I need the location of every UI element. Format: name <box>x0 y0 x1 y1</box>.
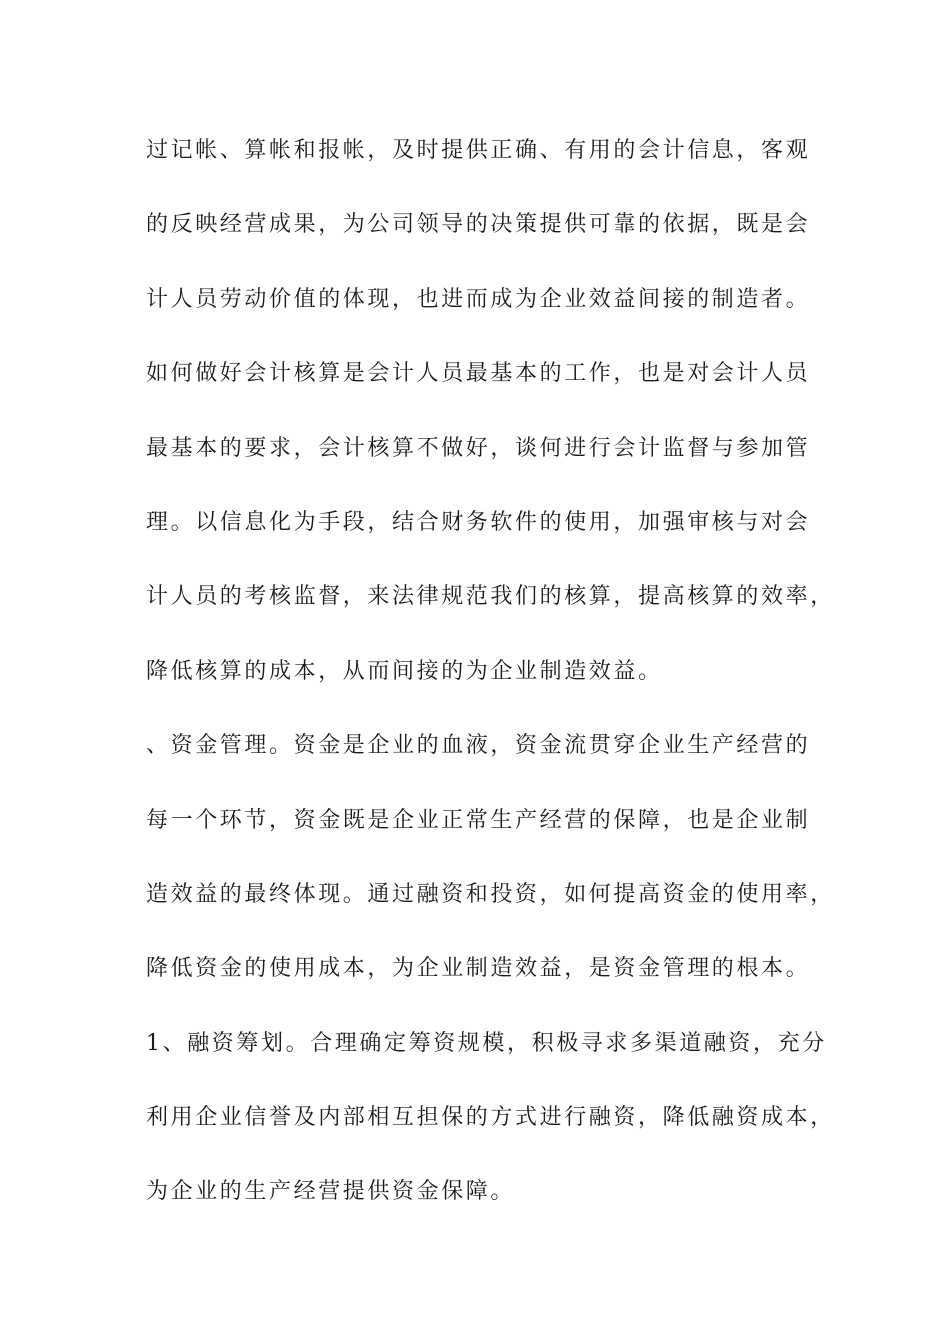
body-text <box>146 133 835 1249</box>
text-line: 的反映经营成果，为公司领导的决策提供可靠的依据，既是会 <box>146 212 811 238</box>
text-line: 降低核算的成本，从而间接的为企业制造效益。 <box>146 658 663 684</box>
text-line: 、资金管理。资金是企业的血液，资金流贯穿企业生产经营的 <box>146 733 811 759</box>
text-line: 如何做好会计核算是会计人员最基本的工作，也是对会计人员 <box>146 361 811 387</box>
text-line: 为企业的生产经营提供资金保障。 <box>146 1179 516 1205</box>
text-line: 每一个环节，资金既是企业正常生产经营的保障，也是企业制 <box>146 807 811 833</box>
text-line: 利用企业信誉及内部相互担保的方式进行融资，降低融资成本， <box>146 1105 835 1131</box>
text-line: 计人员的考核监督，来法律规范我们的核算，提高核算的效率， <box>146 584 835 610</box>
text-line: 最基本的要求，会计核算不做好，谈何进行会计监督与参加管 <box>146 435 811 461</box>
text-line: 造效益的最终体现。通过融资和投资，如何提高资金的使用率， <box>146 881 835 907</box>
text-line: 计人员劳动价值的体现，也进而成为企业效益间接的制造者。 <box>146 286 811 312</box>
text-line: 过记帐、算帐和报帐，及时提供正确、有用的会计信息，客观 <box>146 138 811 163</box>
text-line: 降低资金的使用成本，为企业制造效益，是资金管理的根本。 <box>146 956 811 982</box>
text-line: 1、融资筹划。合理确定筹资规模，积极寻求多渠道融资，充分 <box>146 1030 827 1056</box>
text-line: 理。以信息化为手段，结合财务软件的使用，加强审核与对会 <box>146 509 811 535</box>
